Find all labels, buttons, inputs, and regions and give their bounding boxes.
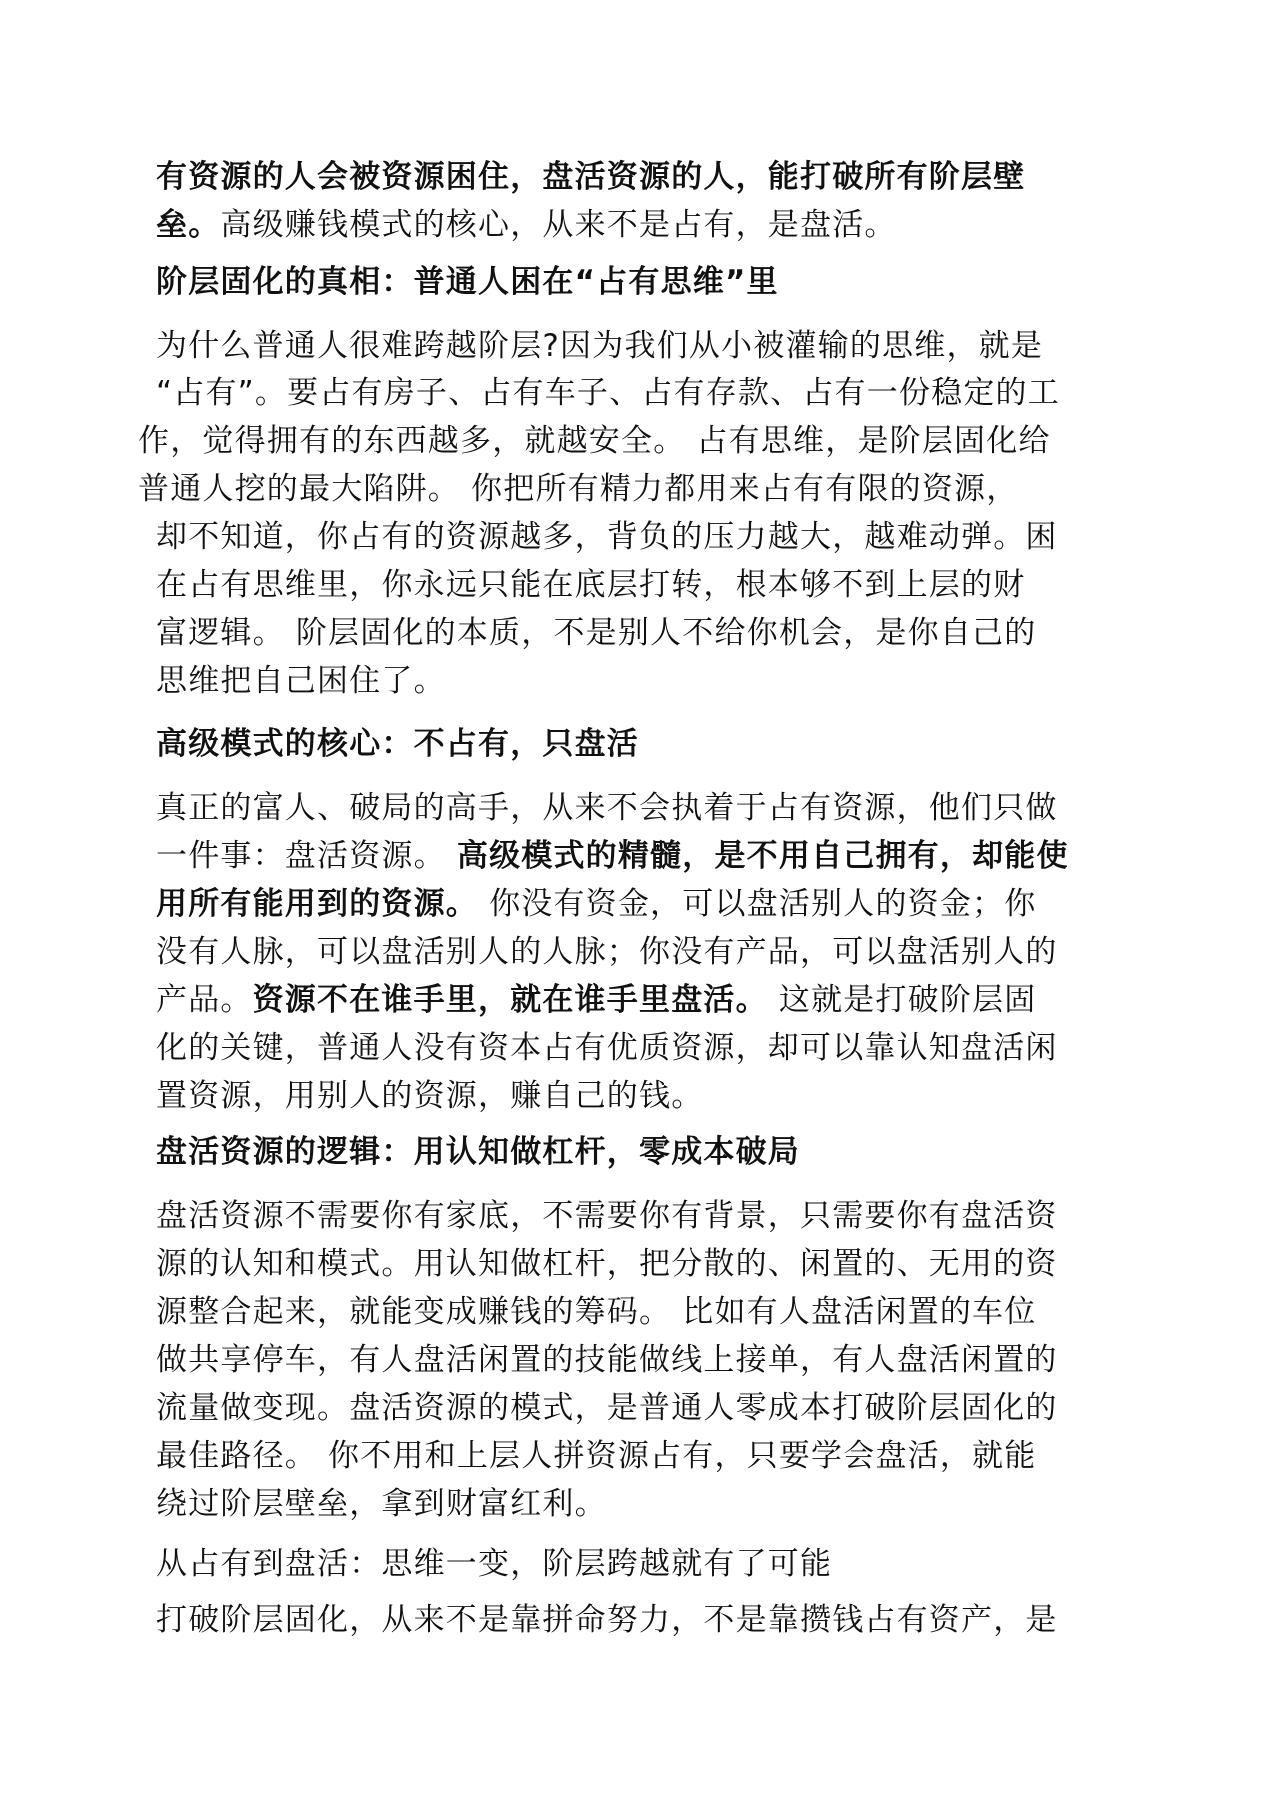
intro-line-2 (156, 205, 897, 245)
section2-bold-fragment: 高级模式的精髓，是不用自己拥有，却能使 (456, 838, 1069, 874)
section2-line: 化的关键，普通人没有资本占有优质资源，却可以靠认知盘活闲 (156, 1030, 1058, 1066)
section2-line (156, 836, 1069, 876)
section3-line: 源的认知和模式。用认知做杠杆，把分散的、闲置的、无用的资 (156, 1246, 1058, 1282)
section2-fragment: 这就是打破阶层固 (778, 982, 1037, 1018)
section3-line: 绕过阶层壁垒，拿到财富红利。 (156, 1486, 607, 1522)
section1-line: 富逻辑。 阶层固化的本质，不是别人不给你机会，是你自己的 (156, 615, 1037, 651)
section-heading-1: 阶层固化的真相：普通人困在“占有思维”里 (156, 264, 779, 300)
section3-line: 源整合起来，就能变成赚钱的筹码。 比如有人盘活闲置的车位 (156, 1294, 1037, 1330)
section-heading-2: 高级模式的核心：不占有，只盘活 (156, 726, 639, 762)
section-heading-4: 从占有到盘活：思维一变，阶层跨越就有了可能 (156, 1546, 833, 1582)
section2-line: 置资源，用别人的资源，赚自己的钱。 (156, 1078, 704, 1114)
section1-line: 在占有思维里，你永远只能在底层打转，根本够不到上层的财 (156, 567, 1026, 603)
section2-line: 没有人脉，可以盘活别人的人脉；你没有产品，可以盘活别人的 (156, 934, 1058, 970)
section2-line: 真正的富人、破局的高手，从来不会执着于占有资源，他们只做 (156, 790, 1058, 826)
section2-bold-fragment: 用所有能用到的资源。 (156, 886, 478, 922)
intro-line-1: 有资源的人会被资源困住，盘活资源的人，能打破所有阶层壁 (156, 159, 1026, 195)
section2-line (156, 980, 1036, 1020)
section2-fragment: 你没有资金，可以盘活别人的资金；你 (489, 886, 1037, 922)
section3-line: 最佳路径。 你不用和上层人拼资源占有，只要学会盘活，就能 (156, 1438, 1037, 1474)
section3-line: 流量做变现。盘活资源的模式，是普通人零成本打破阶层固化的 (156, 1390, 1058, 1426)
section1-line: 普通人挖的最大陷阱。 你把所有精力都用来占有有限的资源， (138, 471, 1019, 507)
intro-bold-fragment: 垒。 (156, 207, 221, 243)
section2-bold-fragment: 资源不在谁手里，就在谁手里盘活。 (252, 982, 768, 1018)
section-heading-3: 盘活资源的逻辑：用认知做杠杆，零成本破局 (156, 1134, 800, 1170)
section2-line (156, 884, 1036, 924)
section4-line: 打破阶层固化，从来不是靠拼命努力，不是靠攒钱占有资产，是 (156, 1602, 1058, 1638)
section2-fragment: 产品。 (156, 982, 253, 1018)
section3-line: 做共享停车，有人盘活闲置的技能做线上接单，有人盘活闲置的 (156, 1342, 1058, 1378)
section1-line: 思维把自己困住了。 (156, 663, 446, 699)
section1-line: 作，觉得拥有的东西越多，就越安全。 占有思维，是阶层固化给 (138, 423, 1051, 459)
section1-line: “占有”。要占有房子、占有车子、占有存款、占有一份稳定的工 (156, 375, 1060, 411)
section1-line: 为什么普通人很难跨越阶层?因为我们从小被灌输的思维，就是 (156, 328, 1044, 364)
section3-line: 盘活资源不需要你有家底，不需要你有背景，只需要你有盘活资 (156, 1198, 1058, 1234)
section2-fragment: 一件事：盘活资源。 (156, 838, 446, 874)
section1-line: 却不知道，你占有的资源越多，背负的压力越大，越难动弹。困 (156, 519, 1058, 555)
intro-normal-fragment: 高级赚钱模式的核心，从来不是占有，是盘活。 (220, 207, 897, 243)
